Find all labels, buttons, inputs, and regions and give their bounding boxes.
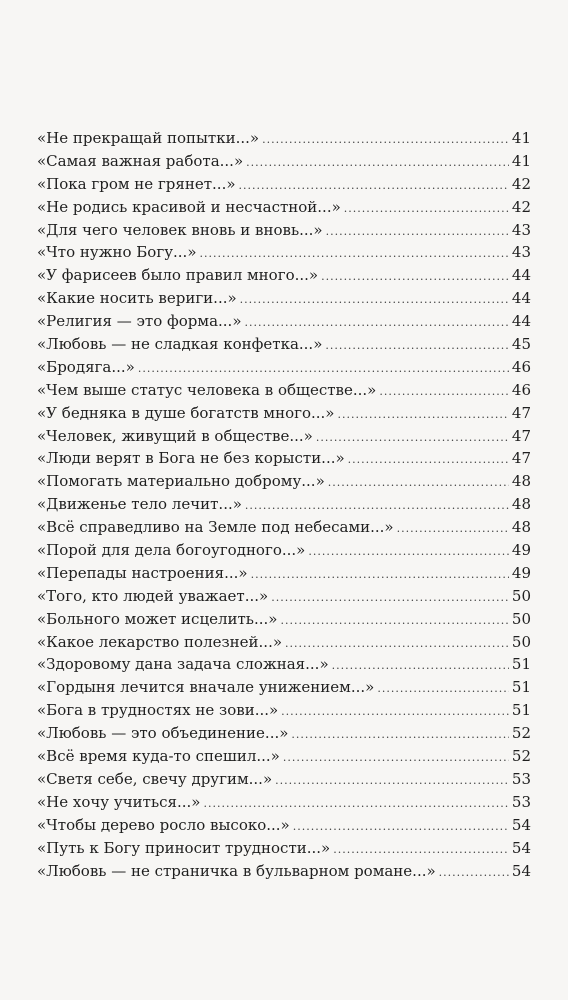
toc-entry-title: «Не родись красивой и несчастной...»	[37, 197, 341, 216]
toc-entry-page-number: 43	[511, 243, 531, 262]
toc-entry	[37, 447, 531, 470]
toc-dot-leader	[439, 862, 509, 885]
toc-entry-title: «Путь к Богу приносит трудности...»	[37, 838, 331, 857]
toc-entry	[37, 699, 531, 722]
toc-entry-title: «Пока гром не грянет...»	[37, 174, 236, 193]
table-of-contents	[37, 127, 531, 882]
toc-entry	[37, 173, 531, 196]
toc-dot-leader	[246, 152, 509, 175]
toc-entry-page-number: 45	[511, 335, 531, 354]
toc-entry-title: «У бедняка в душе богатств много...»	[37, 403, 335, 422]
toc-entry-title: «Всё время куда-то спешил...»	[37, 747, 280, 766]
toc-entry-title: «Светя себе, свечу другим...»	[37, 769, 273, 788]
toc-dot-leader	[285, 633, 509, 656]
toc-entry-title: «Всё справедливо на Земле под небесами...»	[37, 518, 394, 537]
toc-entry-title: «Чем выше статус человека в обществе...»	[37, 380, 377, 399]
toc-dot-leader	[325, 335, 509, 358]
toc-entry-title: «Для чего человек вновь и вновь...»	[37, 220, 323, 239]
toc-dot-leader	[200, 243, 509, 266]
toc-entry-page-number: 41	[511, 151, 531, 170]
toc-dot-leader	[251, 564, 509, 587]
toc-entry	[37, 539, 531, 562]
toc-entry-title: «Люди верят в Бога не без корысти...»	[37, 449, 345, 468]
toc-entry-title: «Самая важная работа...»	[37, 151, 244, 170]
toc-entry-page-number: 49	[511, 563, 531, 582]
toc-entry-page-number: 54	[511, 815, 531, 834]
toc-entry-title: «Человек, живущий в обществе...»	[37, 426, 313, 445]
toc-entry	[37, 653, 531, 676]
toc-entry-title: «Того, кто людей уважает...»	[37, 586, 269, 605]
toc-dot-leader	[377, 678, 509, 701]
toc-entry-page-number: 48	[511, 472, 531, 491]
toc-entry-page-number: 50	[511, 609, 531, 628]
toc-entry	[37, 676, 531, 699]
toc-entry-page-number: 41	[511, 129, 531, 147]
toc-dot-leader	[379, 381, 509, 404]
toc-dot-leader	[281, 701, 509, 724]
toc-dot-leader	[240, 289, 509, 312]
toc-entry	[37, 745, 531, 768]
toc-dot-leader	[316, 427, 509, 450]
toc-entry-title: «Порой для дела богоугодного...»	[37, 541, 306, 560]
toc-entry	[37, 127, 531, 150]
toc-dot-leader	[291, 724, 509, 747]
toc-dot-leader	[203, 793, 509, 816]
toc-entry-title: «Перепады настроения...»	[37, 563, 248, 582]
toc-entry-page-number: 46	[511, 380, 531, 399]
toc-entry	[37, 310, 531, 333]
toc-entry-title: «Бродяга...»	[37, 357, 135, 376]
toc-entry	[37, 791, 531, 814]
toc-entry	[37, 356, 531, 379]
toc-entry-title: «Что нужно Богу...»	[37, 243, 197, 262]
toc-entry	[37, 425, 531, 448]
toc-entry-title: «Любовь — не сладкая конфетка...»	[37, 335, 323, 354]
toc-entry-page-number: 48	[511, 518, 531, 537]
toc-entry	[37, 287, 531, 310]
toc-entry-page-number: 51	[511, 678, 531, 697]
toc-entry-title: «Гордыня лечится вначале унижением...»	[37, 678, 375, 697]
toc-entry-page-number: 50	[511, 632, 531, 651]
toc-entry-title: «Не прекращай попытки...»	[37, 129, 260, 147]
toc-entry-page-number: 47	[511, 426, 531, 445]
toc-entry-page-number: 44	[511, 289, 531, 308]
toc-entry-page-number: 52	[511, 724, 531, 743]
toc-entry	[37, 608, 531, 631]
toc-dot-leader	[397, 518, 509, 541]
toc-dot-leader	[332, 655, 509, 678]
toc-entry-page-number: 49	[511, 541, 531, 560]
toc-entry	[37, 333, 531, 356]
toc-entry-title: «Чтобы дерево росло высоко...»	[37, 815, 290, 834]
toc-entry-page-number: 53	[511, 792, 531, 811]
toc-dot-leader	[245, 312, 510, 335]
toc-entry	[37, 196, 531, 219]
toc-entry	[37, 860, 531, 883]
toc-dot-leader	[275, 770, 509, 793]
toc-dot-leader	[262, 129, 509, 152]
toc-entry	[37, 241, 531, 264]
toc-entry	[37, 722, 531, 745]
toc-entry-page-number: 53	[511, 769, 531, 788]
toc-dot-leader	[280, 610, 509, 633]
toc-entry-page-number: 50	[511, 586, 531, 605]
toc-entry	[37, 402, 531, 425]
toc-dot-leader	[344, 198, 509, 221]
toc-entry	[37, 585, 531, 608]
toc-entry	[37, 814, 531, 837]
toc-entry-title: «Не хочу учиться...»	[37, 792, 201, 811]
toc-entry-page-number: 44	[511, 312, 531, 331]
toc-entry-page-number: 42	[511, 197, 531, 216]
toc-entry-title: «Бога в трудностях не зови...»	[37, 701, 279, 720]
toc-entry-page-number: 54	[511, 838, 531, 857]
toc-dot-leader	[283, 747, 509, 770]
toc-dot-leader	[326, 221, 509, 244]
toc-entry-page-number: 42	[511, 174, 531, 193]
toc-entry-page-number: 46	[511, 357, 531, 376]
toc-entry-page-number: 54	[511, 861, 531, 880]
toc-entry-page-number: 47	[511, 449, 531, 468]
toc-entry	[37, 264, 531, 287]
toc-entry	[37, 379, 531, 402]
toc-dot-leader	[348, 449, 509, 472]
toc-entry-page-number: 52	[511, 747, 531, 766]
toc-entry	[37, 768, 531, 791]
toc-entry	[37, 562, 531, 585]
toc-entry	[37, 219, 531, 242]
toc-entry	[37, 837, 531, 860]
toc-entry-title: «Любовь — не страничка в бульварном романе...»	[37, 861, 436, 880]
toc-entry-page-number: 51	[511, 655, 531, 674]
toc-entry-title: «Какое лекарство полезней...»	[37, 632, 283, 651]
toc-dot-leader	[328, 472, 509, 495]
toc-dot-leader	[333, 839, 509, 862]
toc-entry	[37, 631, 531, 654]
toc-dot-leader	[245, 495, 509, 518]
toc-entry-title: «Помогать материально доброму...»	[37, 472, 325, 491]
toc-entry-title: «Здоровому дана задача сложная...»	[37, 655, 329, 674]
toc-entry-page-number: 47	[511, 403, 531, 422]
toc-dot-leader	[308, 541, 509, 564]
toc-entry-title: «Религия — это форма...»	[37, 312, 242, 331]
toc-entry-title: «Движенье тело лечит...»	[37, 495, 242, 514]
toc-entry-title: «Любовь — это объединение...»	[37, 724, 289, 743]
toc-entry-page-number: 48	[511, 495, 531, 514]
toc-entry	[37, 150, 531, 173]
toc-dot-leader	[138, 358, 509, 381]
toc-dot-leader	[293, 816, 509, 839]
toc-dot-leader	[239, 175, 509, 198]
toc-dot-leader	[271, 587, 509, 610]
toc-entry-page-number: 51	[511, 701, 531, 720]
toc-entry-page-number: 43	[511, 220, 531, 239]
toc-entry-title: «У фарисеев было правил много...»	[37, 266, 319, 285]
toc-entry-title: «Какие носить вериги...»	[37, 289, 237, 308]
toc-dot-leader	[321, 266, 509, 289]
toc-entry	[37, 470, 531, 493]
toc-entry	[37, 493, 531, 516]
toc-dot-leader	[337, 404, 509, 427]
toc-entry	[37, 516, 531, 539]
toc-entry-page-number: 44	[511, 266, 531, 285]
toc-entry-title: «Больного может исцелить...»	[37, 609, 278, 628]
